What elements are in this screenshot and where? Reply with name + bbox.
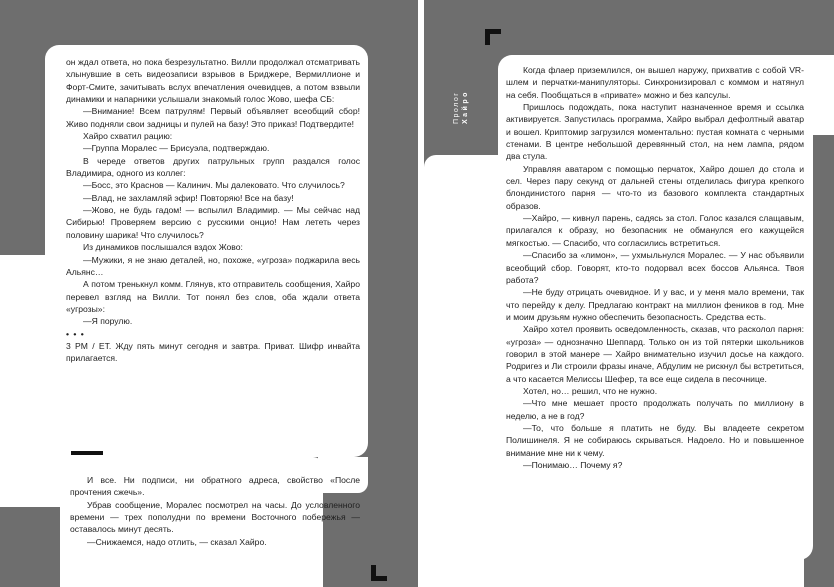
paragraph: —Влад, не захламляй эфир! Повторяю! Все на базу! xyxy=(83,192,294,203)
paragraph: —Спасибо за «лимон», — ухмыльнулся Моралес. — У нас объявили всеобщий сбор. Говорят, кто-то подорвал всех боссов Альянса. Твоя работа? xyxy=(506,250,804,285)
section-title: Хайро xyxy=(462,90,469,124)
paragraph: —То, что больше я платить не буду. Вы владеете секретом Полишинеля. Я не собираюсь скрываться. Надоело. Но и повышенное внимание мне ни к чему. xyxy=(506,422,804,458)
black-bar-mark xyxy=(71,451,103,455)
right-page-foot xyxy=(424,540,804,587)
paragraph: —Я порулю. xyxy=(83,316,133,327)
paragraph: —Жово, не будь гадом! — вспылил Владимир. — Мы сейчас над Сибирью! Проверяем версию с русскими онцио! Нам лететь через половину шарика! Что случилось? xyxy=(66,205,360,240)
paragraph: В череде ответов других патрульных групп раздался голос Владимира, одного из коллег: xyxy=(66,155,360,179)
paragraph: Из динамиков послышался вздох Жово: xyxy=(83,242,243,253)
paragraph: он ждал ответа, но пока безрезультатно. Вилли продолжал отсматривать хлынувшие в сеть видеозаписи взрывов в Бриджере, Вермиллионе и Форт-Смите, зачитывать вслух впечатления очевидцев, а потом взвыли динамики и напарники услышали знакомый голос Жово, шефа СБ: xyxy=(66,57,360,105)
paragraph: —Что мне мешает просто продолжать получать по миллиону в неделю, а не в год? xyxy=(506,398,804,421)
paragraph: Хайро хотел проявить осведомленность, сказав, что расколол парня: «угроза» — однозначно Шеппард. Только он из той пятерки школьников говорил в этой манере — Хайро внимательно изучил досье на каждого. Родригез и Ли строили фразы иначе, Абдулим не рискнул бы встретиться, а что касается Мелиссы Шефер, та все еще сидела в песочнице. xyxy=(506,324,804,384)
paragraph: Убрав сообщение, Моралес посмотрел на часы. До условленного времени — трех пополудни по времени Восточного побережья — оставалось минут десять. xyxy=(70,499,360,535)
paragraph: —Хайро, — кивнул парень, садясь за стол. Голос казался слащавым, прилагался к образу, но безопасник не обманулся его кажущейся мягкостью. — Спасибо, что согласились встретиться. xyxy=(506,213,804,248)
message-text: 3 PM / ET. Жду пять минут сегодня и завтра. Приват. Шифр инвайта прилагается. xyxy=(66,340,360,363)
paragraph: —Понимаю… Почему я? xyxy=(523,460,623,470)
paragraph: Пришлось подождать, пока наступит назначенное время и ссылка активируется. Запустилась программа, Хайро выбрал дефолтный аватар и вошел. Криптомир загрузился моментально: пустая комната с черными стенами. В центре небольшой деревянный стол, на нем лампа, рядом два стула. xyxy=(506,102,804,162)
left-top-text xyxy=(66,56,360,364)
paragraph: —Внимание! Всем патрулям! Первый объявляет всеобщий сбор! Живо подняли свои задницы и пулей на базу! Это приказ! Подтвердите! xyxy=(66,106,360,129)
paragraph: И все. Ни подписи, ни обратного адреса, свойство «После прочтения сжечь». xyxy=(70,475,360,498)
section-label: Пролог xyxy=(453,91,460,124)
section-header-vertical xyxy=(452,84,512,124)
paragraph: —Не буду отрицать очевидное. И у вас, и у меня мало времени, так что перейду к делу. Предлагаю контракт на миллион феников в год. Мне и моим друзьям нужно обеспечить безопасность. Средства есть. xyxy=(506,287,804,322)
corner-mark-top xyxy=(485,29,490,45)
paragraph: —Босс, это Краснов — Калинич. Мы далековато. Что случилось? xyxy=(83,180,345,191)
paragraph: Хотел, но… решил, что не нужно. xyxy=(523,385,658,396)
corner-mark-bottom xyxy=(371,576,387,581)
paragraph: Когда флаер приземлился, он вышел наружу, прихватив с собой VR-шлем и перчатки-манипуляторы. Синхронизировал с коммом и натянул на себя. Пообщаться в «привате» можно и без капсулы. xyxy=(506,65,804,100)
paragraph: —Снижаемся, надо отлить, — сказал Хайро. xyxy=(87,536,267,547)
paragraph: Хайро схватил рацию: xyxy=(83,131,173,142)
ellipsis-separator: • • • xyxy=(66,328,85,339)
paragraph: Управляя аватаром с помощью перчаток, Хайро дошел до стола и сел. Через пару секунд от дальней стены отделилась фигура крепкого блондинистого парня — что-то из базового комплекта стандартных образов. xyxy=(506,163,804,211)
paragraph: —Группа Моралес — Брисуэла, подтверждаю. xyxy=(83,143,270,154)
paragraph: —Мужики, я не знаю деталей, но, похоже, «угроза» поджарила весь Альянс… xyxy=(66,254,360,277)
left-bottom-text xyxy=(70,474,360,548)
paragraph: А потом тренькнул комм. Глянув, кто отправитель сообщения, Хайро перевел взгляд на Вилли. Тот понял без слов, оба ждали ответа «угрозы»: xyxy=(66,279,360,314)
right-text xyxy=(506,64,804,471)
